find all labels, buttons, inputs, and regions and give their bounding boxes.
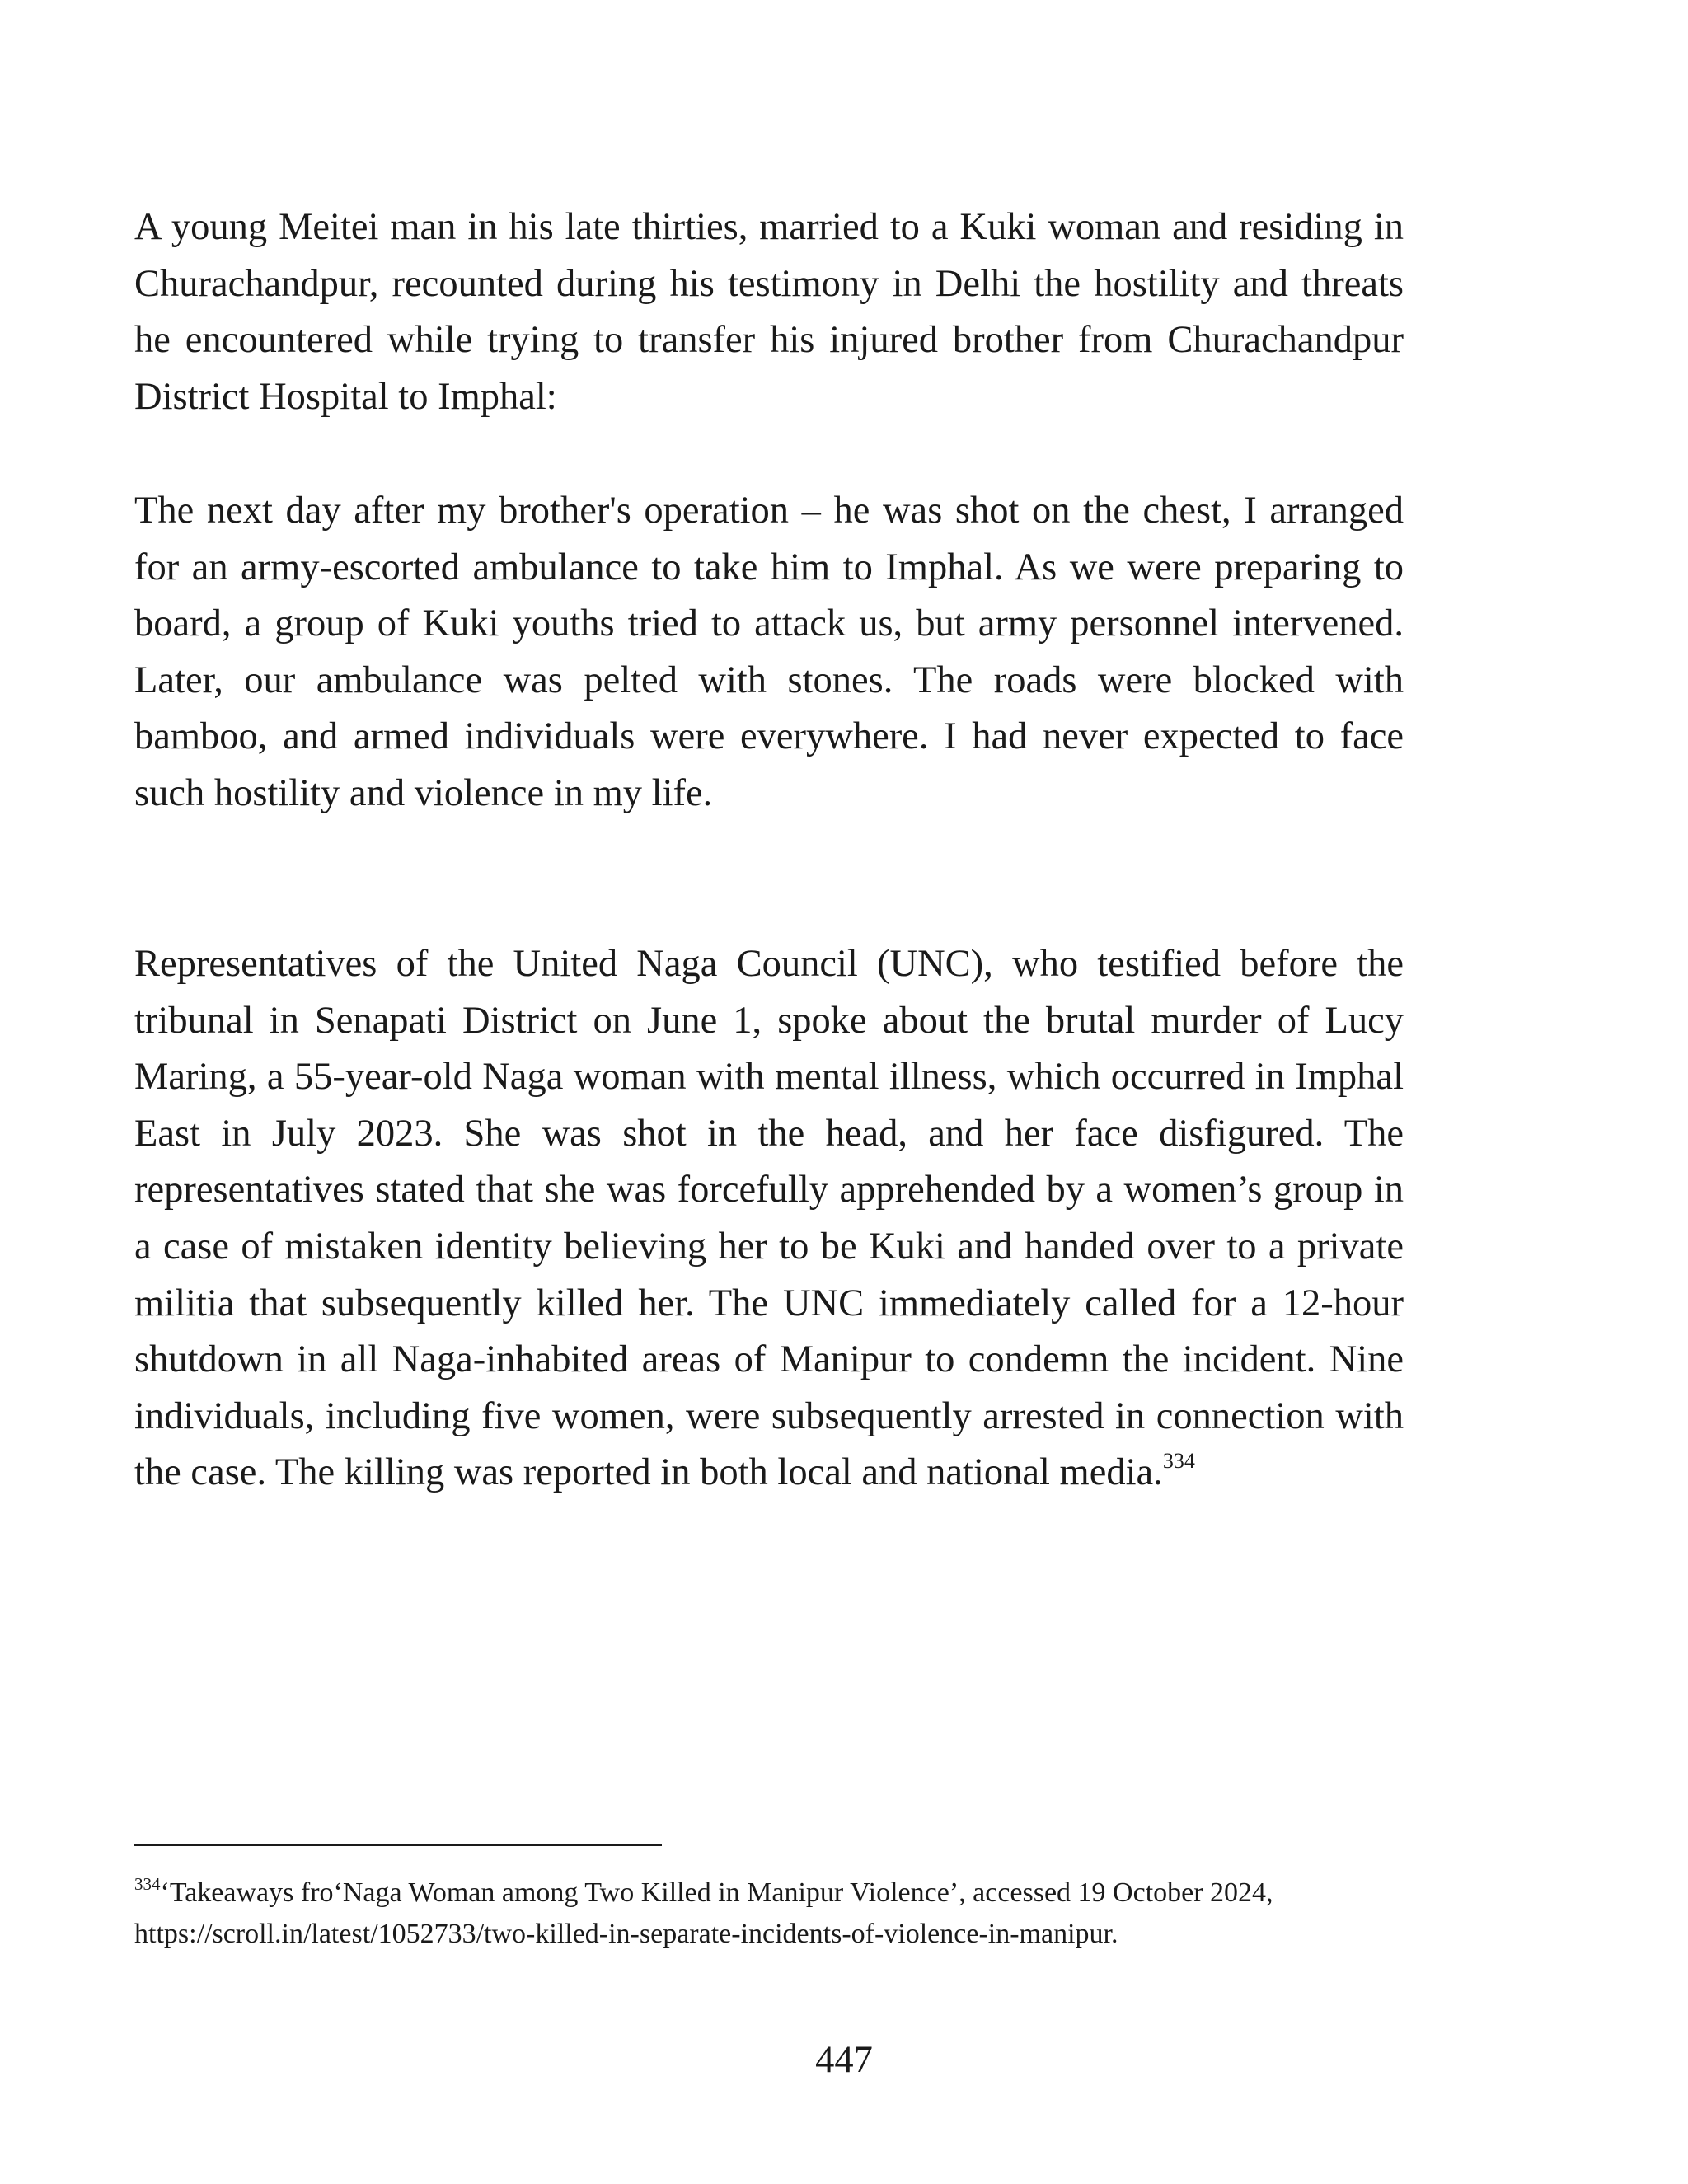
- footnote-text: ‘Takeaways fro‘Naga Woman among Two Killed in Manipur Violence’, accessed 19 October 2024, https://scroll.in/latest/1052733/two-killed-in-separate-incidents-of-violence-in-manipur.: [134, 1877, 1273, 1949]
- page-number: 447: [815, 2039, 873, 2081]
- footnote-separator: [134, 1844, 662, 1846]
- footnote: [134, 1872, 1371, 1955]
- paragraph-1-text: A young Meitei man in his late thirties, married to a Kuki woman and residing in Churachandpur, recounted during his testimony in Delhi the hostility and threats he encountered while trying to transfer his injured brother from Churachandpur District Hospital to Imphal:: [134, 206, 1404, 418]
- paragraph-unc-representatives: [134, 936, 1404, 1502]
- footnote-number: 334: [134, 1874, 161, 1894]
- paragraph-2-text: The next day after my brother's operation – he was shot on the chest, I arranged for an army-escorted ambulance to take him to Imphal. As we were preparing to board, a group of Kuki youths tried to attack us, but army personnel intervened. Later, our ambulance was pelted with stones. The roads were blocked with bamboo, and armed individuals were everywhere. I had never expected to face such hostility and violence in my life.: [134, 490, 1404, 814]
- paragraph-testimony-quote: [134, 483, 1404, 823]
- paragraph-3-text: Representatives of the United Naga Council (UNC), who testified before the tribunal in Senapati District on June 1, spoke about the brutal murder of Lucy Maring, a 55-year-old Naga woman with mental illness, which occurred in Imphal East in July 2023. She was shot in the head, and her face disfigured. The representatives stated that she was forcefully apprehended by a women’s group in a case of mistaken identity believing her to be Kuki and handed over to a private militia that subsequently killed her. The UNC immediately called for a 12-hour shutdown in all Naga-inhabited areas of Manipur to condemn the incident. Nine individuals, including five women, were subsequently arrested in connection with the case. The killing was reported in both local and national media.: [134, 943, 1404, 1494]
- paragraph-testimony-intro: [134, 199, 1404, 425]
- footnote-reference[interactable]: 334: [1162, 1449, 1195, 1474]
